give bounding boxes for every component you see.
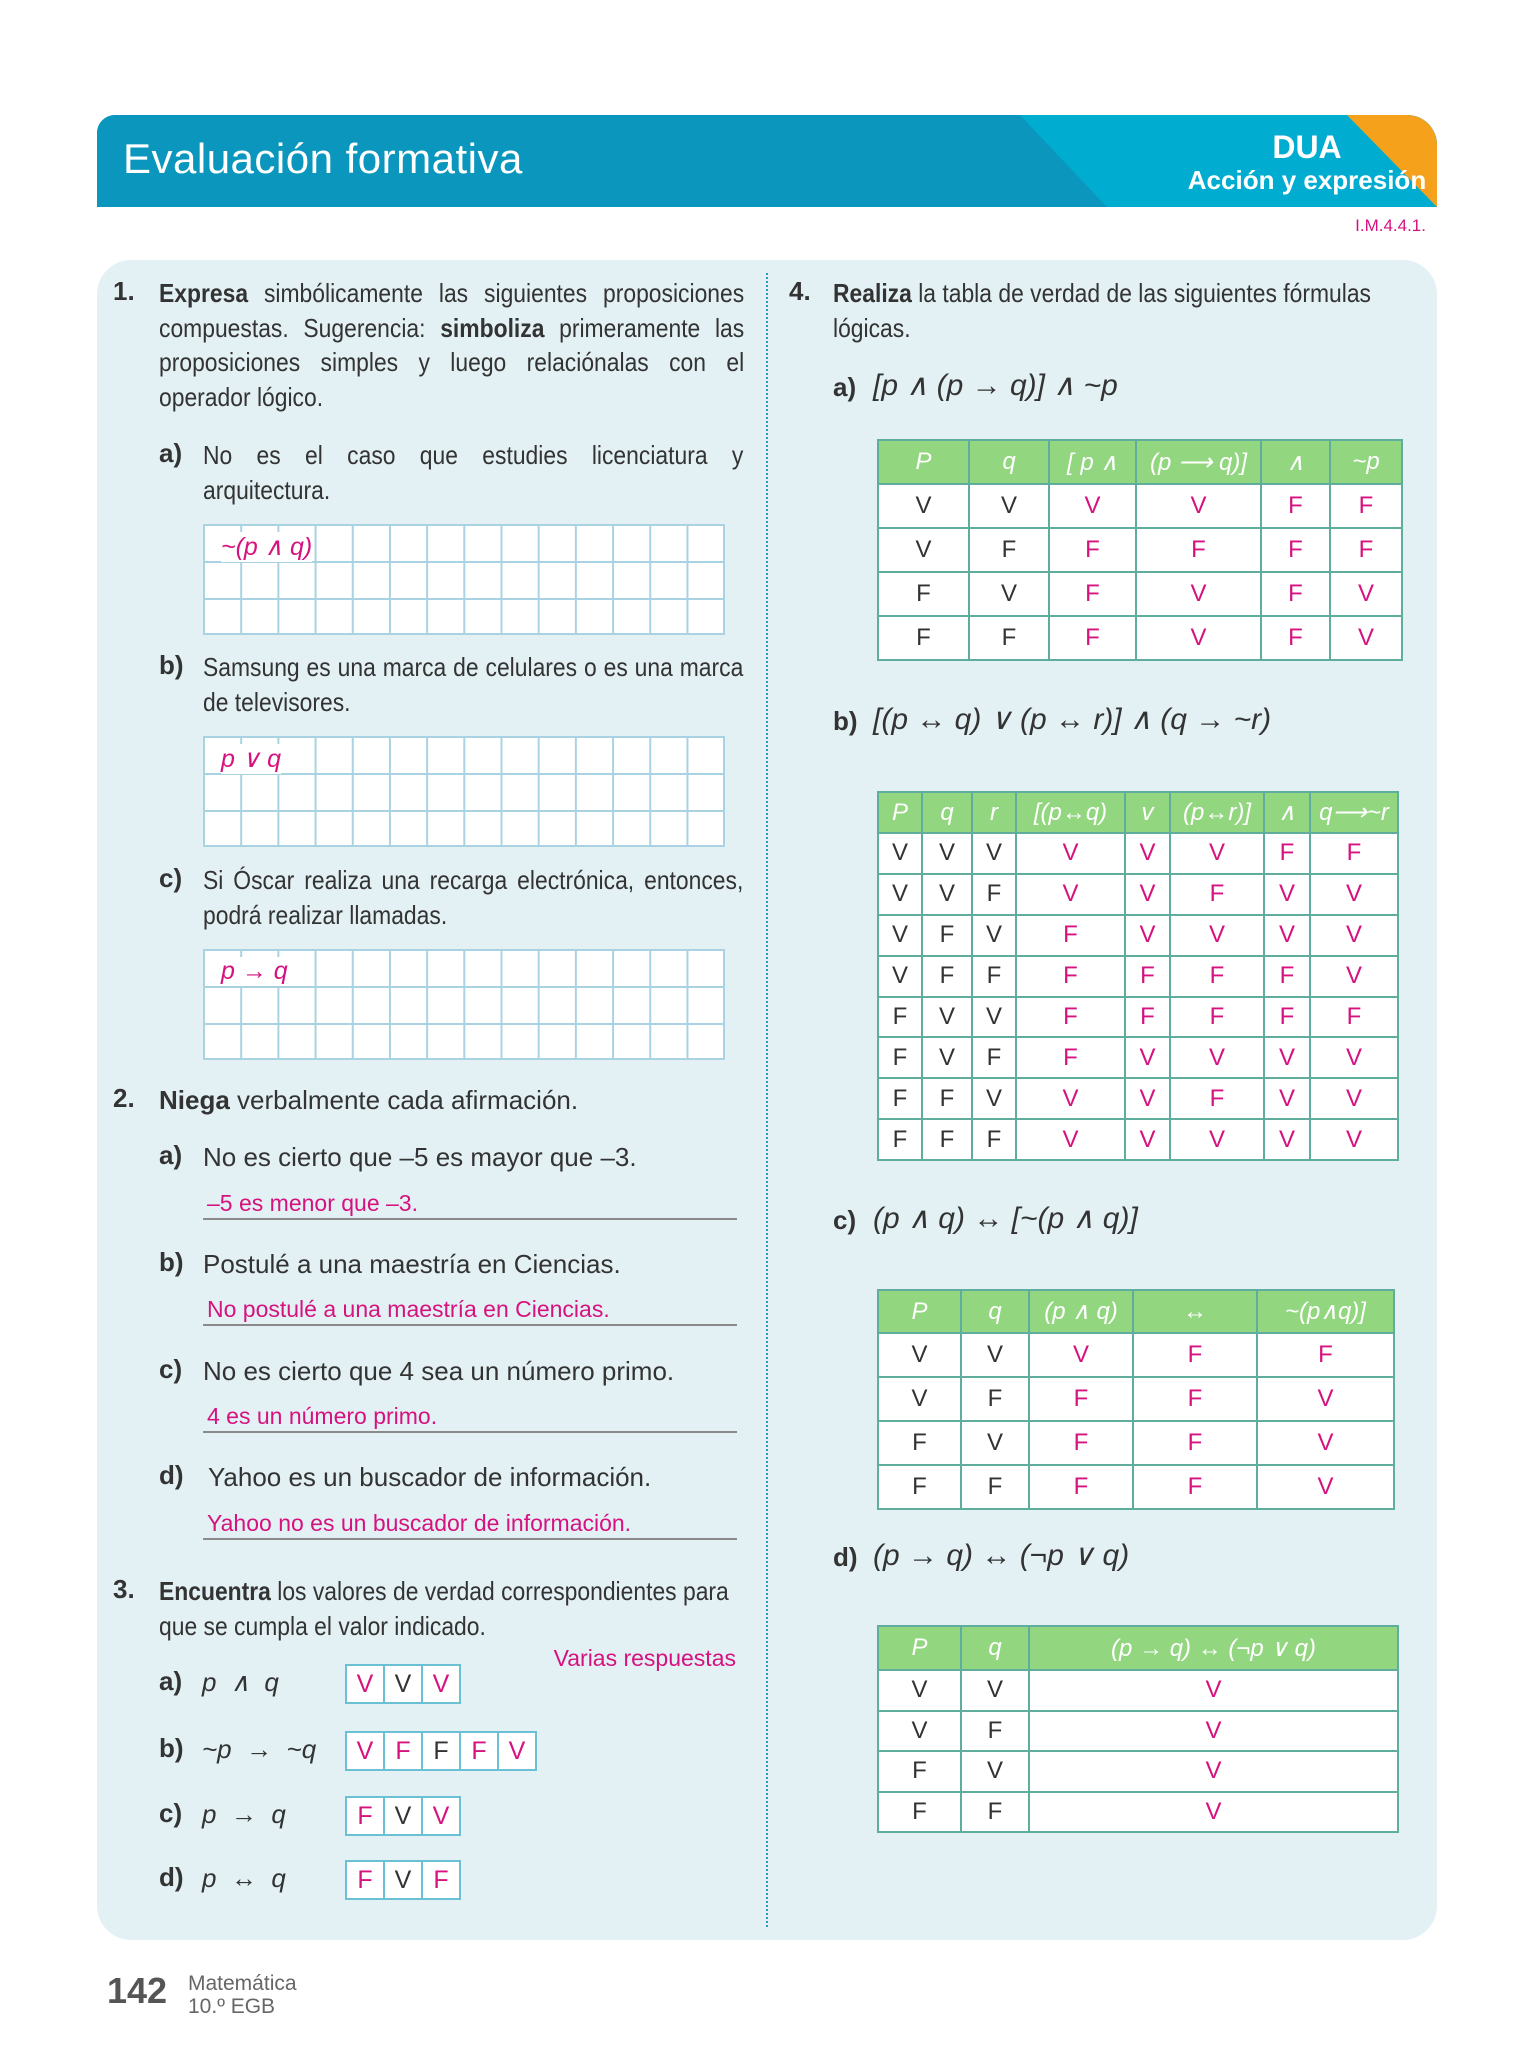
answer-cell[interactable]: F: [1261, 484, 1330, 528]
table-header-row: [878, 1626, 1398, 1670]
q4-text: la tabla de verdad de las siguientes fórmulas lógicas.: [833, 278, 1372, 343]
given-cell: F: [878, 997, 922, 1038]
answer-cell[interactable]: V: [1125, 833, 1170, 874]
table-row: [878, 1078, 1398, 1119]
q1-text2: primeramente las proposiciones simples y luego relaciónalas con el operador lógico.: [159, 312, 745, 413]
answer-cell[interactable]: V: [1310, 956, 1398, 997]
q2a-answer-line[interactable]: –5 es menor que –3.: [203, 1188, 737, 1220]
answer-cell[interactable]: F: [1133, 1465, 1257, 1509]
answer-cell[interactable]: F: [1016, 997, 1125, 1038]
answer-cell[interactable]: V: [1125, 1119, 1170, 1160]
truth-table: [877, 439, 1403, 661]
q2a-label: a): [159, 1140, 183, 1170]
answer-cell[interactable]: V: [1029, 1792, 1398, 1833]
table-row: [878, 616, 1402, 660]
answer-cell[interactable]: V: [1264, 874, 1310, 915]
answer-cell[interactable]: V: [1029, 1670, 1398, 1711]
answer-cell[interactable]: V: [1310, 1037, 1398, 1078]
answer-cell[interactable]: F: [1170, 956, 1264, 997]
answer-cell[interactable]: V: [1049, 484, 1136, 528]
answer-cell[interactable]: F: [1133, 1377, 1257, 1421]
given-cell: V: [922, 874, 972, 915]
q4-formula: (p ∧ q) ↔ [~(p ∧ q)]: [873, 1202, 1138, 1235]
truth-table: [877, 1625, 1399, 1833]
answer-cell[interactable]: F: [1170, 874, 1264, 915]
q1b-answer-grid[interactable]: [203, 736, 725, 847]
answer-cell[interactable]: F: [1170, 997, 1264, 1038]
answer-cell[interactable]: V: [1310, 1119, 1398, 1160]
column-header: P: [878, 792, 922, 833]
q1-verb2: simboliza: [440, 312, 545, 343]
given-cell: V: [878, 915, 922, 956]
given-value-box: F: [423, 1733, 461, 1769]
given-cell: F: [972, 874, 1016, 915]
answer-cell[interactable]: F: [1016, 915, 1125, 956]
given-cell: V: [961, 1421, 1029, 1465]
column-header: q: [961, 1290, 1029, 1333]
q1b-label: b): [159, 650, 184, 680]
table-header-row: [878, 440, 1402, 484]
q1-verb: Expresa: [159, 278, 249, 308]
answer-cell[interactable]: F: [1330, 528, 1402, 572]
answer-cell[interactable]: F: [1029, 1377, 1133, 1421]
column-divider: [766, 273, 768, 1927]
given-cell: F: [922, 915, 972, 956]
answer-value-box[interactable]: V: [432, 1802, 450, 1830]
answer-cell[interactable]: F: [1170, 1078, 1264, 1119]
answer-cell[interactable]: V: [1330, 616, 1402, 660]
answer-cell[interactable]: F: [1049, 572, 1136, 616]
q3-instruction: [159, 1574, 744, 1643]
given-cell: F: [969, 616, 1049, 660]
given-cell: V: [961, 1333, 1029, 1377]
table-row: [878, 956, 1398, 997]
answer-cell[interactable]: V: [1257, 1421, 1394, 1465]
table-row: [878, 1377, 1394, 1421]
table-row: [878, 1333, 1394, 1377]
given-cell: F: [961, 1465, 1029, 1509]
given-cell: F: [878, 1119, 922, 1160]
grade-level: 10.º EGB: [188, 1995, 276, 2018]
answer-value-box[interactable]: F: [433, 1866, 449, 1894]
q4-formula: [p ∧ (p → q)] ∧ ~p: [873, 369, 1118, 402]
table-row: [878, 484, 1402, 528]
q2b-answer-line[interactable]: No postulé a una maestría en Ciencias.: [203, 1294, 737, 1326]
given-cell: F: [961, 1792, 1029, 1833]
answer-cell[interactable]: V: [1310, 874, 1398, 915]
given-cell: V: [878, 833, 922, 874]
q2c-text: No es cierto que 4 sea un número primo.: [203, 1356, 675, 1386]
q4-formula: (p → q) ↔ (¬p ∨ q): [873, 1539, 1130, 1572]
answer-cell[interactable]: V: [1170, 915, 1264, 956]
given-cell: V: [972, 833, 1016, 874]
given-cell: F: [961, 1711, 1029, 1752]
given-cell: V: [878, 874, 922, 915]
q1a-text: No es el caso que estudies licenciatura y arquitectura.: [203, 440, 744, 505]
column-header: (p ⟶ q)]: [1136, 440, 1261, 484]
answer-cell[interactable]: F: [1310, 997, 1398, 1038]
q4-item-label: b): [833, 706, 858, 736]
answer-cell[interactable]: F: [1049, 616, 1136, 660]
answer-cell[interactable]: F: [1264, 956, 1310, 997]
column-header: v: [1125, 792, 1170, 833]
answer-cell[interactable]: V: [1016, 833, 1125, 874]
section-header: [97, 115, 1437, 207]
column-header: (p → q) ↔ (¬p ∨ q): [1029, 1626, 1398, 1670]
answer-cell[interactable]: F: [1016, 1037, 1125, 1078]
q3-item-label: b): [159, 1733, 184, 1763]
answer-cell[interactable]: F: [1330, 484, 1402, 528]
q1a-label: a): [159, 438, 183, 468]
dua-badge-subtitle: Acción y expresión: [1187, 165, 1427, 195]
answer-cell[interactable]: F: [1261, 616, 1330, 660]
given-cell: V: [972, 1078, 1016, 1119]
answer-value-box[interactable]: F: [385, 1733, 423, 1769]
answer-cell[interactable]: V: [1330, 572, 1402, 616]
column-header: [(p↔q): [1016, 792, 1125, 833]
column-header: q⟶~r: [1310, 792, 1398, 833]
given-cell: F: [878, 1465, 961, 1509]
answer-cell[interactable]: V: [1264, 915, 1310, 956]
q4-formula: [(p ↔ q) ∨ (p ↔ r)] ∧ (q → ~r): [873, 703, 1272, 736]
truth-table: [877, 791, 1399, 1161]
table-row: [878, 915, 1398, 956]
given-cell: F: [878, 1421, 961, 1465]
table-row: [878, 572, 1402, 616]
q3-item-label: a): [159, 1666, 183, 1696]
answer-cell[interactable]: F: [1029, 1421, 1133, 1465]
q1-number: 1.: [113, 276, 135, 306]
answer-cell[interactable]: F: [1049, 528, 1136, 572]
given-cell: F: [969, 528, 1049, 572]
column-header: ∧: [1264, 792, 1310, 833]
q4-instruction: [833, 276, 1423, 345]
q1-text1: simbólicamente las siguientes proposiciones compuestas. Sugerencia:: [159, 278, 745, 343]
column-header: ↔: [1133, 1290, 1257, 1333]
table-header-row: [878, 792, 1398, 833]
answer-cell[interactable]: F: [1016, 956, 1125, 997]
given-cell: V: [878, 1333, 961, 1377]
answer-cell[interactable]: V: [1310, 915, 1398, 956]
column-header: P: [878, 440, 969, 484]
q3-value-boxes: [345, 1664, 461, 1704]
q2-text: verbalmente cada afirmación.: [229, 1085, 579, 1115]
answer-cell[interactable]: V: [1264, 1119, 1310, 1160]
answer-cell[interactable]: V: [1136, 572, 1261, 616]
given-value-box: V: [385, 1666, 423, 1702]
column-header: r: [972, 792, 1016, 833]
answer-value-box[interactable]: V: [347, 1733, 385, 1769]
table-row: [878, 1119, 1398, 1160]
answer-cell[interactable]: F: [1136, 528, 1261, 572]
column-header: ∧: [1261, 440, 1330, 484]
answer-cell[interactable]: F: [1133, 1421, 1257, 1465]
answer-cell[interactable]: V: [1125, 915, 1170, 956]
q2-instruction: [159, 1083, 578, 1118]
answer-value-box[interactable]: V: [508, 1737, 526, 1765]
table-row: [878, 1465, 1394, 1509]
given-cell: V: [972, 997, 1016, 1038]
q3-value-boxes: [345, 1731, 537, 1771]
given-cell: V: [922, 833, 972, 874]
q2b-text: Postulé a una maestría en Ciencias.: [203, 1249, 621, 1279]
q1b-text: Samsung es una marca de celulares o es una marca de televisores.: [203, 652, 744, 717]
given-cell: F: [922, 1078, 972, 1119]
answer-cell[interactable]: V: [1125, 1037, 1170, 1078]
column-header: ~p: [1330, 440, 1402, 484]
q3-note: Varias respuestas: [553, 1645, 736, 1671]
given-cell: V: [878, 1670, 961, 1711]
q3-value-boxes: [345, 1796, 461, 1836]
table-header-row: [878, 1290, 1394, 1333]
q3-item-label: d): [159, 1862, 184, 1892]
column-header: ~(p∧q)]: [1257, 1290, 1394, 1333]
given-cell: V: [969, 572, 1049, 616]
answer-cell[interactable]: V: [1257, 1465, 1394, 1509]
q4-number: 4.: [789, 276, 811, 306]
column-header: P: [878, 1626, 961, 1670]
given-cell: F: [878, 1751, 961, 1792]
table-row: [878, 1751, 1398, 1792]
given-cell: V: [961, 1670, 1029, 1711]
given-cell: V: [922, 997, 972, 1038]
answer-value-box[interactable]: F: [347, 1862, 385, 1898]
footer-subject: [188, 1972, 297, 2018]
table-row: [878, 833, 1398, 874]
answer-value-box[interactable]: F: [347, 1798, 385, 1834]
column-header: q: [969, 440, 1049, 484]
q1c-answer-grid[interactable]: [203, 949, 725, 1060]
q1c-answer: p → q: [221, 957, 288, 985]
table-row: [878, 1037, 1398, 1078]
table-row: [878, 997, 1398, 1038]
q2c-label: c): [159, 1354, 183, 1384]
q3-expression: ~p → ~q: [202, 1734, 317, 1764]
answer-cell[interactable]: V: [1029, 1711, 1398, 1752]
q4-item-label: a): [833, 372, 857, 402]
q3-text: los valores de verdad correspondientes para que se cumpla el valor indicado.: [159, 1576, 729, 1641]
page-title: Evaluación formativa: [123, 135, 523, 182]
q3-verb: Encuentra: [159, 1576, 271, 1606]
answer-cell[interactable]: F: [1125, 956, 1170, 997]
page-number: 142: [107, 1970, 168, 2011]
answer-value-box[interactable]: F: [461, 1733, 499, 1769]
given-cell: V: [961, 1751, 1029, 1792]
table-row: [878, 528, 1402, 572]
answer-cell[interactable]: F: [1264, 833, 1310, 874]
column-header: q: [961, 1626, 1029, 1670]
answer-cell[interactable]: V: [1170, 1119, 1264, 1160]
q4-verb: Realiza: [833, 278, 912, 308]
table-row: [878, 874, 1398, 915]
answer-cell[interactable]: V: [1136, 484, 1261, 528]
q4-item-label: c): [833, 1205, 857, 1235]
given-cell: V: [878, 528, 969, 572]
q4-item-label: d): [833, 1542, 858, 1572]
table-row: [878, 1792, 1398, 1833]
given-cell: F: [972, 1119, 1016, 1160]
column-header: q: [922, 792, 972, 833]
answer-cell[interactable]: F: [1029, 1465, 1133, 1509]
q2-verb: Niega: [159, 1085, 230, 1115]
answer-cell[interactable]: V: [1264, 1078, 1310, 1119]
given-cell: F: [878, 572, 969, 616]
given-cell: F: [878, 1078, 922, 1119]
given-cell: V: [972, 915, 1016, 956]
answer-cell[interactable]: V: [1125, 874, 1170, 915]
q1c-label: c): [159, 863, 183, 893]
q1a-answer-grid[interactable]: [203, 524, 725, 635]
answer-cell[interactable]: V: [1257, 1377, 1394, 1421]
given-cell: F: [961, 1377, 1029, 1421]
answer-cell[interactable]: V: [1016, 1119, 1125, 1160]
given-value-box: V: [385, 1798, 423, 1834]
answer-cell[interactable]: F: [1257, 1333, 1394, 1377]
answer-cell[interactable]: F: [1125, 997, 1170, 1038]
given-cell: V: [922, 1037, 972, 1078]
given-cell: F: [972, 956, 1016, 997]
answer-cell[interactable]: V: [1170, 833, 1264, 874]
given-cell: F: [922, 1119, 972, 1160]
answer-cell[interactable]: V: [1029, 1751, 1398, 1792]
q3-expression: p → q: [202, 1799, 286, 1829]
given-cell: V: [878, 1377, 961, 1421]
q3-item-label: c): [159, 1798, 183, 1828]
q2-number: 2.: [113, 1083, 135, 1113]
answer-cell[interactable]: F: [1310, 833, 1398, 874]
q2d-label: d): [159, 1460, 184, 1490]
answer-cell[interactable]: V: [1136, 616, 1261, 660]
table-row: [878, 1670, 1398, 1711]
given-cell: F: [922, 956, 972, 997]
answer-cell[interactable]: F: [1133, 1333, 1257, 1377]
answer-cell[interactable]: V: [1016, 874, 1125, 915]
column-header: [ p ∧: [1049, 440, 1136, 484]
q2c-answer-line[interactable]: 4 es un número primo.: [203, 1401, 737, 1433]
q3-number: 3.: [113, 1574, 135, 1604]
q2d-answer-line[interactable]: Yahoo no es un buscador de información.: [203, 1508, 737, 1540]
answer-value-box[interactable]: V: [432, 1670, 450, 1698]
answer-cell[interactable]: V: [1029, 1333, 1133, 1377]
given-cell: V: [878, 956, 922, 997]
given-cell: V: [878, 1711, 961, 1752]
answer-cell[interactable]: V: [1016, 1078, 1125, 1119]
answer-cell[interactable]: V: [1264, 1037, 1310, 1078]
answer-cell[interactable]: F: [1261, 572, 1330, 616]
table-row: [878, 1711, 1398, 1752]
indicator-code: I.M.4.4.1.: [1355, 216, 1426, 235]
q1b-answer: p ∨ q: [221, 745, 281, 773]
q1-instruction: [159, 276, 744, 415]
table-row: [878, 1421, 1394, 1465]
q1c-text: Si Óscar realiza una recarga electrónica, entonces, podrá realizar llamadas.: [203, 865, 744, 930]
subject-name: Matemática: [188, 1972, 297, 1995]
q3-value-boxes: [345, 1860, 461, 1900]
column-header: P: [878, 1290, 961, 1333]
q2d-text: Yahoo es un buscador de información.: [208, 1462, 652, 1492]
dua-badge-title: DUA: [1272, 129, 1342, 165]
q2b-label: b): [159, 1247, 184, 1277]
answer-cell[interactable]: V: [1170, 1037, 1264, 1078]
answer-cell[interactable]: V: [1310, 1078, 1398, 1119]
q3-expression: p ∧ q: [202, 1667, 279, 1697]
column-header: (p↔r)]: [1170, 792, 1264, 833]
given-cell: F: [878, 1037, 922, 1078]
answer-value-box[interactable]: V: [347, 1666, 385, 1702]
given-value-box: V: [385, 1862, 423, 1898]
column-header: (p ∧ q): [1029, 1290, 1133, 1333]
given-cell: F: [878, 1792, 961, 1833]
answer-cell[interactable]: F: [1261, 528, 1330, 572]
given-cell: F: [878, 616, 969, 660]
given-cell: V: [878, 484, 969, 528]
given-cell: V: [969, 484, 1049, 528]
q1a-answer: ~(p ∧ q): [221, 533, 313, 561]
answer-cell[interactable]: V: [1125, 1078, 1170, 1119]
q2a-text: No es cierto que –5 es mayor que –3.: [203, 1142, 637, 1172]
answer-cell[interactable]: F: [1264, 997, 1310, 1038]
given-cell: F: [972, 1037, 1016, 1078]
q3-expression: p ↔ q: [202, 1863, 286, 1893]
truth-table: [877, 1289, 1395, 1510]
